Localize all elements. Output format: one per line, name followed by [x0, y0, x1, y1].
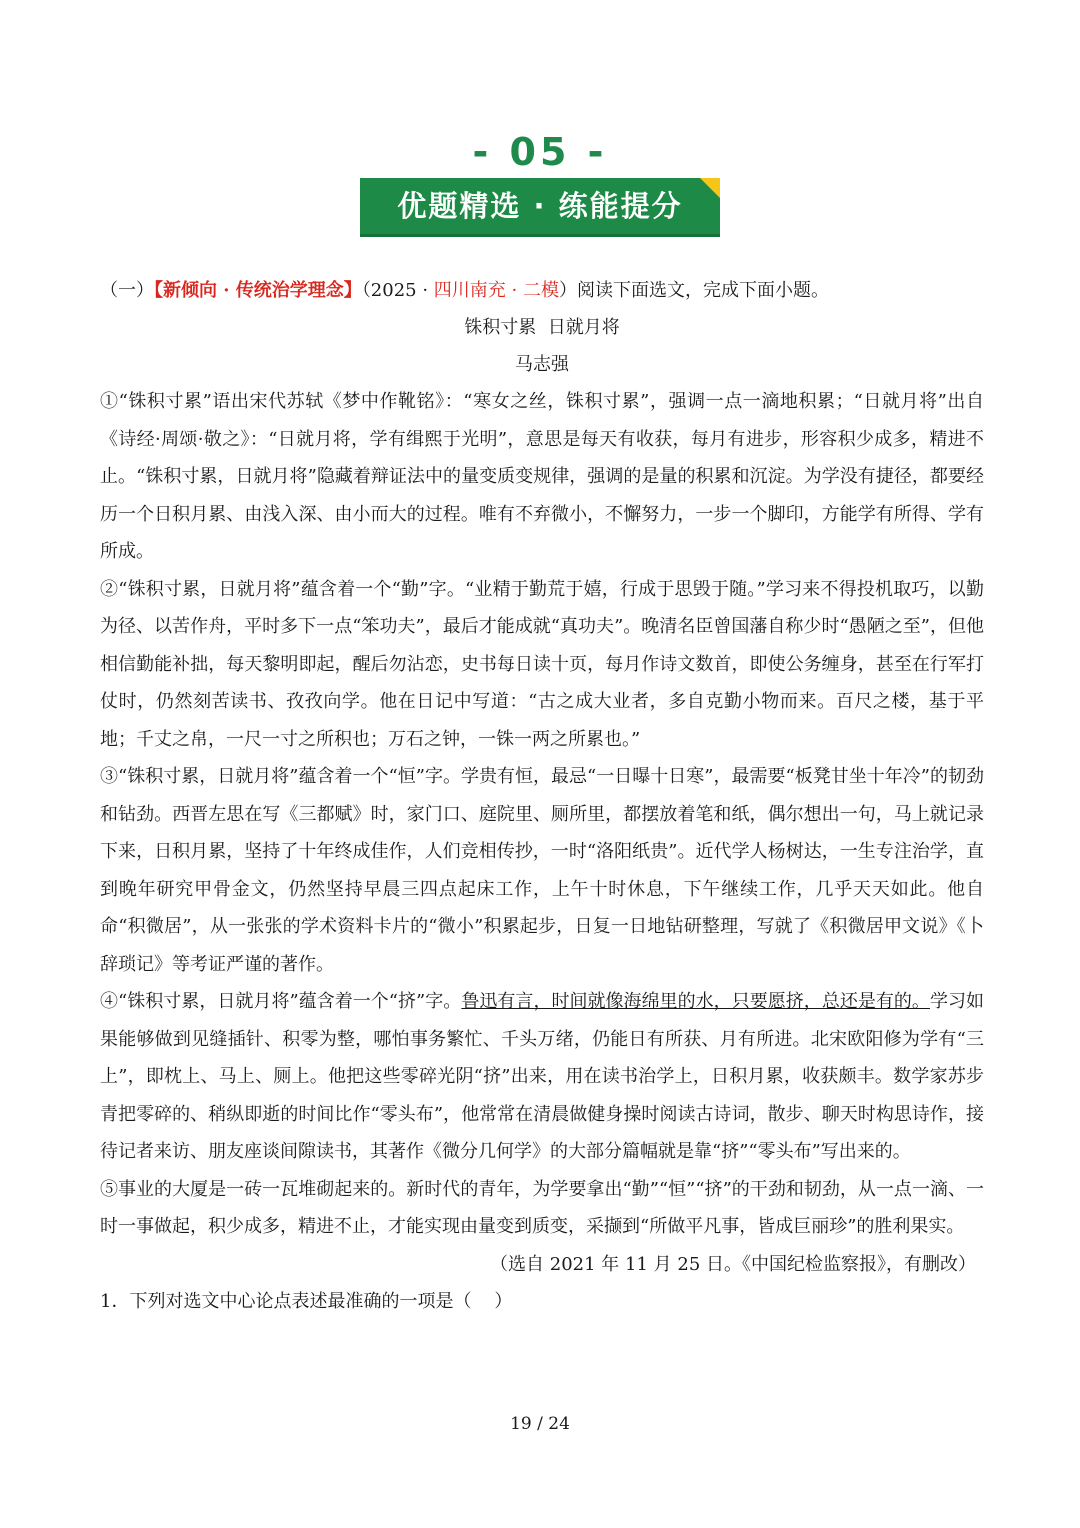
article-paragraph-4	[100, 983, 984, 1171]
source-place: 四川南充 · 二模	[433, 280, 559, 301]
paragraph-4-rest: 学习如果能够做到见缝插针、积零为整，哪怕事务繁忙、千头万绪，仍能日有所获、月有所进。北宋欧阳修为学有“三上”，即枕上、马上、厕上。他把这些零碎光阴“挤”出来，用在读书治学上，日积月累，收获颇丰。数学家苏步青把零碎的、稍纵即逝的时间比作“零头布”，他常常在清晨做健身操时阅读古诗词，散步、聊天时构思诗作，接待记者来访、朋友座谈间隙读书，其著作《微分几何学》的大部分篇幅就是靠“挤”“零头布”写出来的。	[100, 991, 985, 1162]
article-paragraph-2: ②“铢积寸累，日就月将”蕴含着一个“勤”字。“业精于勤荒于嬉，行成于思毁于随。”学习来不得投机取巧，以勤为径、以苦作舟，平时多下一点“笨功夫”，最后才能成就“真功夫”。晚清名臣曾国藩自称少时“愚陋之至”，但他相信勤能补拙，每天黎明即起，醒后勿沾恋，史书每日读十页，每月作诗文数首，即使公务缠身，甚至在行军打仗时，仍然刻苦读书、孜孜向学。他在日记中写道：“古之成大业者，多自克勤小物而来。百尺之楼，基于平地；千丈之帛，一尺一寸之所积也；万石之钟，一铢一两之所累也。”	[100, 578, 984, 750]
section-number: - 05 -	[472, 130, 608, 174]
question-intro	[100, 272, 984, 309]
article-source: （选自 2021 年 11 月 25 日。《中国纪检监察报》，有删改）	[490, 1253, 976, 1275]
banner-corner-decoration	[700, 178, 720, 198]
source-open: （2025 ·	[361, 280, 434, 301]
article-paragraph-3: ③“铢积寸累，日就月将”蕴含着一个“恒”字。学贵有恒，最忌“一日曝十日寒”，最需要“板凳甘坐十年冷”的韧劲和钻劲。西晋左思在写《三都赋》时，家门口、庭院里、厕所里，都摆放着笔和纸，偶尔想出一句，马上就记录下来，日积月累，坚持了十年终成佳作，人们竞相传抄，一时“洛阳纸贵”。近代学人杨树达，一生专注治学，直到晚年研究甲骨金文，仍然坚持早晨三四点起床工作，上午十时休息，下午继续工作，几乎天天如此。他自命“积微居”，从一张张的学术资料卡片的“微小”积累起步，日复一日地钻研整理，写就了《积微居甲文说》《卜辞琐记》等考证严谨的著作。	[100, 766, 984, 975]
article-title: 铢积寸累 日就月将	[464, 317, 620, 338]
paragraph-4-underlined-quote: 鲁迅有言，时间就像海绵里的水，只要愿挤，总还是有的。	[461, 991, 930, 1012]
question-1: 1．下列对选文中心论点表述最准确的一项是（ ）	[100, 1290, 513, 1312]
article-paragraph-5: ⑤事业的大厦是一砖一瓦堆砌起来的。新时代的青年，为学要拿出“勤”“恒”“挤”的干劲和韧劲，从一点一滴、一时一事做起，积少成多，精进不止，才能实现由量变到质变，采撷到“所做平凡事，皆成巨丽珍”的胜利果实。	[100, 1178, 984, 1237]
section-banner	[360, 178, 720, 234]
source-close: ）	[558, 280, 577, 301]
banner-title: 优题精选 · 练能提分	[397, 189, 683, 223]
paragraph-4-lead: ④“铢积寸累，日就月将”蕴含着一个“挤”字。	[100, 991, 462, 1012]
article-author: 马志强	[515, 354, 569, 375]
article-paragraph-1: ①“铢积寸累”语出宋代苏轼《梦中作靴铭》：“寒女之丝，铢积寸累”，强调一点一滴地积累；“日就月将”出自《诗经·周颂·敬之》：“日就月将，学有缉熙于光明”，意思是每天有收获，每月有进步，形容积少成多，精进不止。“铢积寸累，日就月将”隐藏着辩证法中的量变质变规律，强调的是量的积累和沉淀。为学没有捷径，都要经历一个日积月累、由浅入深、由小而大的过程。唯有不弃微小，不懈努力，一步一个脚印，方能学有所得、学有所成。	[100, 391, 984, 562]
page-number: 19 / 24	[510, 1414, 570, 1434]
intro-instruction: 阅读下面选文，完成下面小题。	[576, 280, 829, 301]
intro-prefix: （一）	[100, 280, 154, 301]
document-body	[100, 272, 984, 1320]
tag-label: 【新倾向 · 传统治学理念】	[154, 280, 362, 301]
